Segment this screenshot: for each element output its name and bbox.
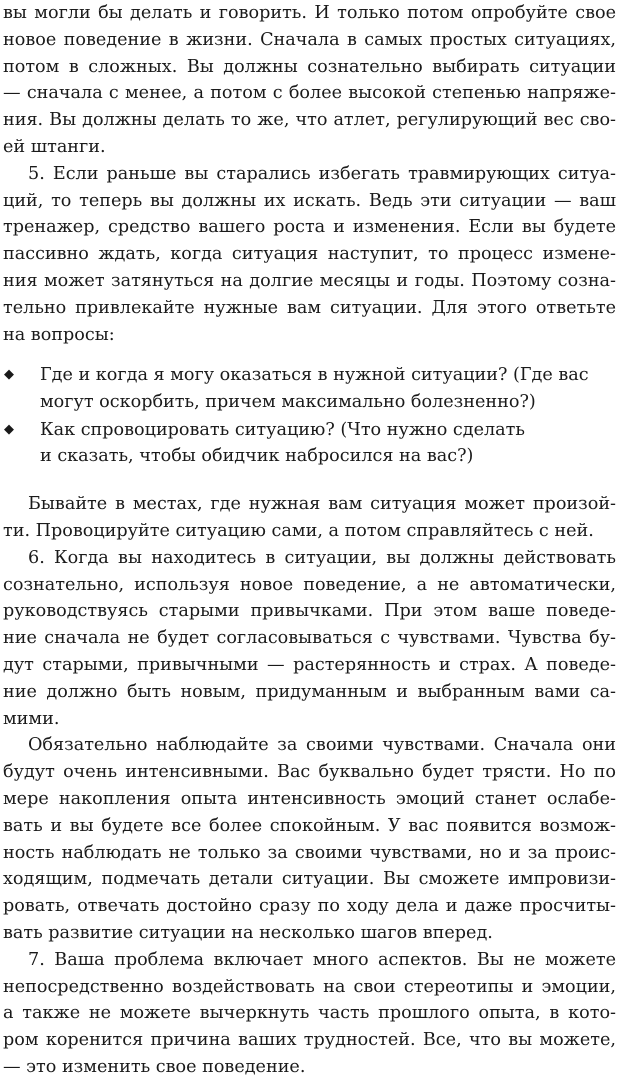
text-line: мере накопления опыта интенсивность эмоций станет ослабе- [3,788,616,809]
text-line: пассивно ждать, когда ситуация наступит, то процесс измене- [3,244,616,265]
text-line: ние сначала не будет согласовываться с чувствами. Чувства бу- [3,628,616,649]
text-line: ходящим, подмечать детали ситуации. Вы сможете импровизи- [3,869,616,890]
text-line: — сначала с менее, а потом с более высокой степенью напряже- [3,83,616,104]
text-line: могут оскорбить, причем максимально болезненно?) [40,391,536,412]
text-line: вать и вы будете все более спокойным. У вас появится возмож- [3,815,616,836]
text-line: ность наблюдать не только за своими чувствами, но и за проис- [3,842,616,863]
text-line: ей штанги. [3,136,106,157]
list-item-text [40,362,616,414]
list-item [3,362,616,414]
text-line: непосредственно воздействовать на свои стереотипы и эмоции, [3,976,616,997]
text-line: потом в сложных. Вы должны сознательно выбирать ситуации [3,56,616,77]
text-line: ния может затянуться на долгие месяцы и годы. Поэтому созна- [3,270,616,291]
text-line: ти. Провоцируйте ситуацию сами, а потом справляйтесь с ней. [3,520,594,541]
paragraph [3,732,616,946]
spacer [3,471,616,491]
text-line: Обязательно наблюдайте за своими чувствами. Сначала они [28,735,616,756]
text-line: новое поведение в жизни. Сначала в самых простых ситуациях, [3,29,616,50]
text-line: Бывайте в местах, где нужная вам ситуация может произой- [28,494,616,515]
paragraph [3,491,616,545]
text-line: ние должно быть новым, придуманным и выбранным вами са- [3,681,616,702]
text-line: ром коренится причина ваших трудностей. Все, что вы можете, [3,1030,616,1051]
text-line: 7. Ваша проблема включает много аспектов. Вы не можете [28,949,616,970]
text-line: ций, то теперь вы должны их искать. Ведь эти ситуации — ваш [3,190,616,211]
text-line: ровать, отвечать достойно сразу по ходу дела и даже просчиты- [3,896,616,917]
text-line: руководствуясь старыми привычками. При этом ваше поведе- [3,601,616,622]
paragraph [3,545,616,733]
bullet-list [3,362,616,469]
text-line: 6. Когда вы находитесь в ситуации, вы должны действовать [28,547,616,568]
text-line: на вопросы: [3,324,115,345]
paragraph [3,161,616,349]
text-line: Где и когда я могу оказаться в нужной ситуации? (Где вас [40,365,589,386]
diamond-bullet-icon: ◆ [4,421,14,437]
text-line: Как спровоцировать ситуацию? (Что нужно сделать [40,419,525,440]
text-line: и сказать, чтобы обидчик набросился на вас?) [40,445,474,466]
text-line: 5. Если раньше вы старались избегать травмирующих ситуа- [28,163,616,184]
text-line: сознательно, используя новое поведение, а не автоматически, [3,574,616,595]
text-line: — это изменить свое поведение. [3,1056,306,1077]
text-line: будут очень интенсивными. Вас буквально будет трясти. Но по [3,762,616,783]
paragraph [3,0,616,161]
paragraph [3,947,616,1081]
list-item-text [40,417,616,469]
text-line: вать развитие ситуации на несколько шагов вперед. [3,922,493,943]
text-line: ния. Вы должны делать то же, что атлет, регулирующий вес сво- [3,110,616,131]
text-line: а также не можете вычеркнуть часть прошлого опыта, в кото- [3,1003,616,1024]
text-line: вы могли бы делать и говорить. И только потом опробуйте свое [3,3,616,23]
list-item [3,417,616,469]
text-line: тренажер, средство вашего роста и изменения. Если вы будете [3,217,616,238]
text-line: мими. [3,708,60,729]
text-line: тельно привлекайте нужные вам ситуации. Для этого ответьте [3,297,616,318]
diamond-bullet-icon: ◆ [4,367,14,383]
text-line: дут старыми, привычными — растерянность и страх. А поведе- [3,654,616,675]
